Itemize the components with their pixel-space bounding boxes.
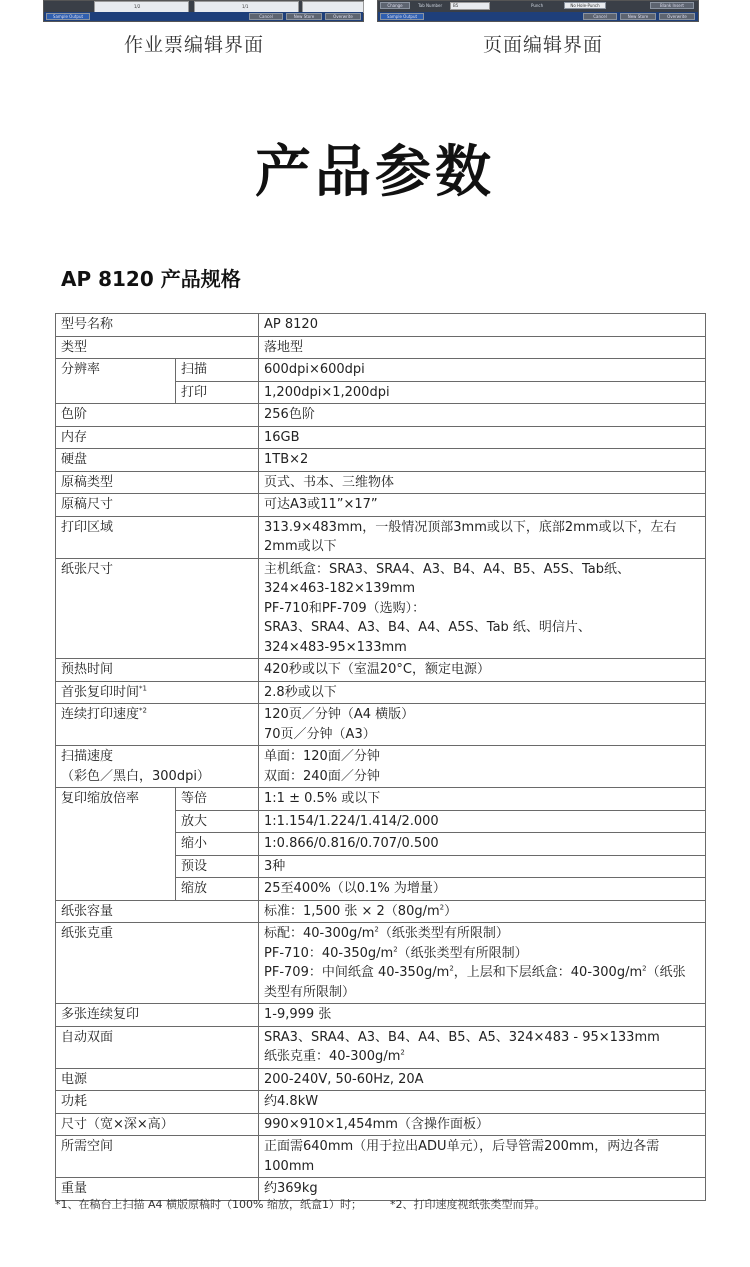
change-button[interactable]: Change	[380, 2, 410, 9]
sample-output-button[interactable]: Sample Output	[380, 13, 424, 20]
value-text: 标准：1,500 张 × 2（80g/m	[264, 903, 440, 919]
spec-value	[259, 746, 706, 788]
spec-value: 16GB	[259, 426, 706, 449]
footnote-ref: *2	[139, 706, 147, 715]
spec-value	[259, 558, 706, 659]
footnote-2: *2、打印速度视纸张类型而异。	[389, 1198, 546, 1211]
value-line: 主机纸盒：SRA3、SRA4、A3、B4、A4、B5、A5S、Tab纸、	[264, 561, 630, 577]
table-row	[56, 900, 706, 923]
spec-sublabel: 扫描	[176, 359, 259, 382]
value-line: 70页／分钟（A3）	[264, 726, 376, 742]
spec-value: 200-240V, 50-60Hz, 20A	[259, 1068, 706, 1091]
table-row	[56, 788, 706, 811]
spec-value: 可达A3或11”×17”	[259, 494, 706, 517]
job-ticket-screenshot	[43, 0, 364, 22]
label-text: 连续打印速度	[61, 707, 140, 722]
page-indicator: 1/1	[242, 4, 249, 9]
spec-label: 打印区域	[56, 516, 259, 558]
spec-label	[56, 746, 259, 788]
spec-label: 多张连续复印	[56, 1004, 259, 1027]
superscript: 2	[449, 964, 454, 973]
new-store-button[interactable]: New Store	[286, 13, 322, 20]
table-row	[56, 1068, 706, 1091]
spec-label	[56, 704, 259, 746]
table-row	[56, 336, 706, 359]
table-row	[56, 494, 706, 517]
spec-value: 约4.8kW	[259, 1091, 706, 1114]
value-line: 100mm	[264, 1158, 315, 1174]
value-text: 标配：40-300g/m	[264, 926, 375, 941]
spec-value: 600dpi×600dpi	[259, 359, 706, 382]
sample-output-button[interactable]: Sample Output	[46, 13, 90, 20]
spec-label: 类型	[56, 336, 259, 359]
value-text: PF-710：40-350g/m	[264, 945, 394, 961]
value-line: 120页／分钟（A4 横版）	[264, 707, 415, 722]
table-row	[56, 681, 706, 704]
label-text: 首张复印时间	[61, 684, 140, 700]
spec-label: 重量	[56, 1178, 259, 1201]
table-row	[56, 1004, 706, 1027]
spec-label: 硬盘	[56, 449, 259, 472]
spec-label: 自动双面	[56, 1026, 259, 1068]
spec-sublabel: 缩小	[176, 833, 259, 856]
spec-label: 纸张尺寸	[56, 558, 259, 659]
blank-insert-button[interactable]: Blank Insert	[650, 2, 694, 9]
value-line: SRA3、SRA4、A3、B4、A4、B5、A5、324×483 - 95×133mm	[264, 1029, 660, 1045]
spec-value: AP 8120	[259, 314, 706, 337]
value-line	[264, 963, 700, 983]
spec-sublabel: 等倍	[176, 788, 259, 811]
footnote-1: *1、在稿台上扫描 A4 横版原稿时（100% 缩放，纸盒1）时；	[55, 1198, 362, 1211]
table-row	[56, 558, 706, 659]
value-text: （纸张类型有所限制）	[397, 945, 528, 961]
value-line: 类型有所限制）	[264, 984, 356, 1000]
spec-value: 990×910×1,454mm（含操作面板）	[259, 1113, 706, 1136]
cancel-button[interactable]: Cancel	[249, 13, 283, 20]
tab-number-label: Tab Number	[418, 3, 443, 8]
spec-value: 1-9,999 张	[259, 1004, 706, 1027]
spec-label: 原稿类型	[56, 471, 259, 494]
value-line: 324×463-182×139mm	[264, 581, 416, 596]
spec-label: 分辨率	[56, 359, 176, 404]
table-row	[56, 1113, 706, 1136]
spec-value	[259, 704, 706, 746]
spec-label: 型号名称	[56, 314, 259, 337]
spec-value: 约369kg	[259, 1178, 706, 1201]
table-row	[56, 404, 706, 427]
spec-value: 3种	[259, 855, 706, 878]
value-text: ，上层和下层纸盒：40-300g/m	[453, 965, 643, 980]
value-line: 单面：120面／分钟	[264, 749, 380, 764]
footnotes	[55, 1196, 545, 1212]
spec-label: 所需空间	[56, 1136, 259, 1178]
spec-value: 页式、书本、三维物体	[259, 471, 706, 494]
value-line: 313.9×483mm，一般情况顶部3mm或以下，底部2mm或以下，左右	[264, 519, 677, 535]
superscript: 2	[374, 925, 379, 934]
spec-label: 纸张克重	[56, 923, 259, 1004]
label-line: （彩色／黑白，300dpi）	[61, 768, 210, 784]
page-edit-caption: 页面编辑界面	[483, 34, 604, 56]
value-line: 双面：240面／分钟	[264, 768, 380, 784]
no-hole-punch-button[interactable]: No Hole-Punch	[564, 2, 606, 9]
overwrite-button[interactable]: Overwrite	[659, 13, 695, 20]
table-row	[56, 449, 706, 472]
superscript: 2	[642, 964, 647, 973]
value-line	[264, 1047, 700, 1067]
superscript: 2	[393, 945, 398, 954]
spec-value	[259, 1136, 706, 1178]
value-line	[264, 944, 700, 964]
spec-value	[259, 900, 706, 923]
spec-label: 原稿尺寸	[56, 494, 259, 517]
value-line: 正面需640mm（用于拉出ADU单元），后导管需200mm，两边各需	[264, 1139, 660, 1154]
spec-value: 1:1.154/1.224/1.414/2.000	[259, 810, 706, 833]
table-row	[56, 923, 706, 1004]
value-line: SRA3、SRA4、A3、B4、A4、A5S、Tab 纸、明信片、	[264, 620, 591, 635]
footnote-ref: *1	[139, 684, 147, 693]
spec-value	[259, 516, 706, 558]
spec-sublabel: 打印	[176, 381, 259, 404]
value-line: 2mm或以下	[264, 539, 337, 554]
table-row	[56, 471, 706, 494]
label-line: 扫描速度	[61, 749, 114, 764]
spec-value	[259, 1026, 706, 1068]
spec-label	[56, 681, 259, 704]
value-line: 324×483-95×133mm	[264, 639, 407, 655]
spec-label: 功耗	[56, 1091, 259, 1114]
spec-value: 1,200dpi×1,200dpi	[259, 381, 706, 404]
table-row	[56, 1026, 706, 1068]
spec-value: 2.8秒或以下	[259, 681, 706, 704]
spec-value: 1:0.866/0.816/0.707/0.500	[259, 833, 706, 856]
new-store-button[interactable]: New Store	[620, 13, 656, 20]
spec-label: 电源	[56, 1068, 259, 1091]
spec-value: 1:1 ± 0.5% 或以下	[259, 788, 706, 811]
table-row	[56, 359, 706, 382]
spec-label: 复印缩放倍率	[56, 788, 176, 901]
spec-label: 尺寸（宽×深×高）	[56, 1113, 259, 1136]
value-line: PF-710和PF-709（选购）：	[264, 600, 426, 616]
value-text: （纸张类型有所限制）	[378, 926, 509, 941]
spec-sublabel: 预设	[176, 855, 259, 878]
value-text: （纸张	[646, 965, 686, 980]
spec-label: 预热时间	[56, 659, 259, 682]
table-row	[56, 314, 706, 337]
superscript: 2	[439, 903, 445, 912]
table-row	[56, 426, 706, 449]
spec-sublabel: 放大	[176, 810, 259, 833]
cancel-button[interactable]: Cancel	[583, 13, 617, 20]
spec-value: 256色阶	[259, 404, 706, 427]
spec-label: 色阶	[56, 404, 259, 427]
table-row	[56, 1136, 706, 1178]
spec-value: 420秒或以下（室温20°C，额定电源）	[259, 659, 706, 682]
paper-size-value: B5	[453, 3, 459, 8]
spec-sublabel: 缩放	[176, 878, 259, 901]
spec-value: 1TB×2	[259, 449, 706, 472]
table-row	[56, 516, 706, 558]
value-text: 纸张克重：40-300g/m	[264, 1049, 401, 1064]
job-ticket-caption: 作业票编辑界面	[124, 34, 265, 56]
spec-value: 25至400%（以0.1% 为增量）	[259, 878, 706, 901]
value-text: PF-709：中间纸盒 40-350g/m	[264, 965, 450, 980]
spec-value	[259, 923, 706, 1004]
table-row	[56, 1091, 706, 1114]
spec-label: 内存	[56, 426, 259, 449]
spec-table	[55, 313, 706, 1201]
overwrite-button[interactable]: Overwrite	[325, 13, 361, 20]
table-row	[56, 746, 706, 788]
spec-subtitle: AP 8120 产品规格	[61, 267, 241, 291]
page-edit-screenshot	[377, 0, 699, 22]
table-row	[56, 704, 706, 746]
page-indicator: 1/2	[134, 4, 141, 9]
value-text: ）	[444, 903, 458, 919]
superscript: 2	[400, 1048, 405, 1057]
value-line	[264, 924, 700, 944]
punch-label: Punch	[531, 3, 544, 8]
table-row	[56, 659, 706, 682]
spec-value: 落地型	[259, 336, 706, 359]
page-title: 产品参数	[255, 140, 495, 205]
spec-label: 纸张容量	[56, 900, 259, 923]
